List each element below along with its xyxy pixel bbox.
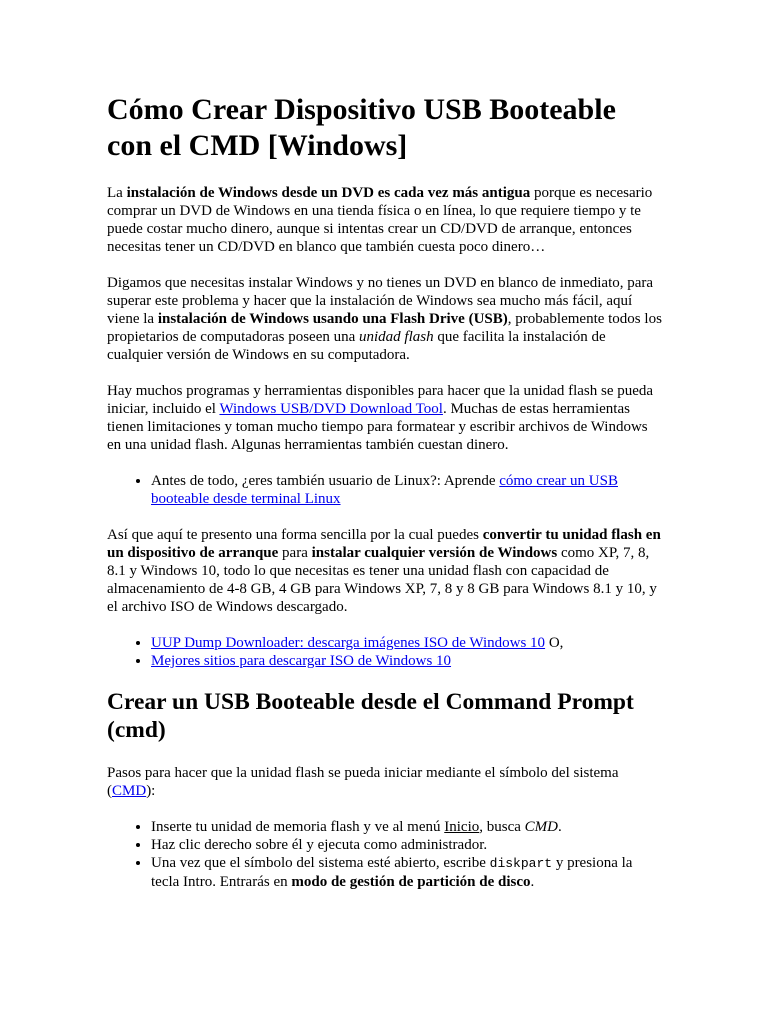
section-heading: Crear un USB Booteable desde el Command Prompt (cmd) xyxy=(107,689,634,743)
uup-dump-link[interactable]: UUP Dump Downloader: descarga imágenes ISO de Windows 10 xyxy=(151,635,546,651)
list-item: • Haz clic derecho sobre él y ejecuta como administrador. xyxy=(151,836,664,854)
tools-paragraph: Hay muchos programas y herramientas disponibles para hacer que la unidad flash se pueda iniciar, incluido el Windows USB/DVD Download Tool. Muchas de estas herramientas tienen limitaciones y toman mucho tiempo para formatear y escribir archivos de Windows en una unidad flash. Algunas herramientas también cuestan dinero. xyxy=(107,383,654,453)
linux-tip-list xyxy=(107,472,664,508)
italic-text: CMD xyxy=(524,819,558,835)
bold-text: modo de gestión de partición de disco xyxy=(291,874,531,890)
cmd-link[interactable]: CMD xyxy=(112,783,147,799)
list-item: • Antes de todo, ¿eres también usuario de Linux?: Aprende cómo crear un USB booteable desde terminal Linux xyxy=(151,472,664,508)
list-item: • Inserte tu unidad de memoria flash y ve al menú Inicio, busca CMD. xyxy=(151,818,664,836)
bold-text: instalación de Windows usando una Flash Drive (USB) xyxy=(157,311,508,327)
usb-install-paragraph: Digamos que necesitas instalar Windows y no tienes un DVD en blanco de inmediato, para superar este problema y hacer que la instalación de Windows sea mucho más fácil, aquí viene la instalación de Windows usando una Flash Drive (USB), probablemente todos los propietarios de computadoras poseen una unidad flash que facilita la instalación de cualquier versión de Windows en su computadora. xyxy=(107,275,662,363)
steps-list xyxy=(107,818,664,891)
iso-download-list xyxy=(107,634,664,670)
requirements-paragraph: Así que aquí te presento una forma sencilla por la cual puedes convertir tu unidad flash en un dispositivo de arranque para instalar cualquier versión de Windows como XP, 7, 8, 8.1 y Windows 10, todo lo que necesitas es tener una unidad flash con capacidad de almacenamiento de 4-8 GB, 4 GB para Windows XP, 7, 8 y 8 GB para Windows 8.1 y 10, y el archivo ISO de Windows descargado. xyxy=(107,527,661,615)
iso-sites-link[interactable]: Mejores sitios para descargar ISO de Windows 10 xyxy=(151,653,452,669)
inicio-link[interactable]: Inicio xyxy=(444,819,480,835)
linux-usb-guide-link[interactable]: cómo crear un USB booteable desde terminal Linux xyxy=(151,473,618,507)
italic-text: unidad flash xyxy=(359,329,434,345)
bold-text: instalación de Windows desde un DVD es cada vez más antigua xyxy=(126,185,531,201)
steps-intro-paragraph: Pasos para hacer que la unidad flash se pueda iniciar mediante el símbolo del sistema (CMD): xyxy=(107,765,619,799)
list-item xyxy=(151,652,664,670)
list-item: • UUP Dump Downloader: descarga imágenes ISO de Windows 10 O, xyxy=(151,634,664,652)
article-title: Cómo Crear Dispositivo USB Booteable con el CMD [Windows] xyxy=(107,93,616,162)
bold-text: instalar cualquier versión de Windows xyxy=(311,545,558,561)
diskpart-code: diskpart xyxy=(489,856,553,871)
intro-paragraph: La instalación de Windows desde un DVD es cada vez más antigua porque es necesario comprar un DVD de Windows en una tienda física o en línea, lo que requiere tiempo y te puede costar mucho dinero, aunque si intentas crear un CD/DVD de arranque, entonces necesitas tener un CD/DVD en blanco que también cuesta poco dinero… xyxy=(107,185,653,255)
list-item: • Una vez que el símbolo del sistema esté abierto, escribe diskpart y presiona la tecla Intro. Entrarás en modo de gestión de partición de disco. xyxy=(151,854,664,891)
windows-usb-dvd-tool-link[interactable]: Windows USB/DVD Download Tool xyxy=(219,401,443,417)
bold-text: convertir tu unidad flash en un dispositivo de arranque xyxy=(107,527,661,561)
